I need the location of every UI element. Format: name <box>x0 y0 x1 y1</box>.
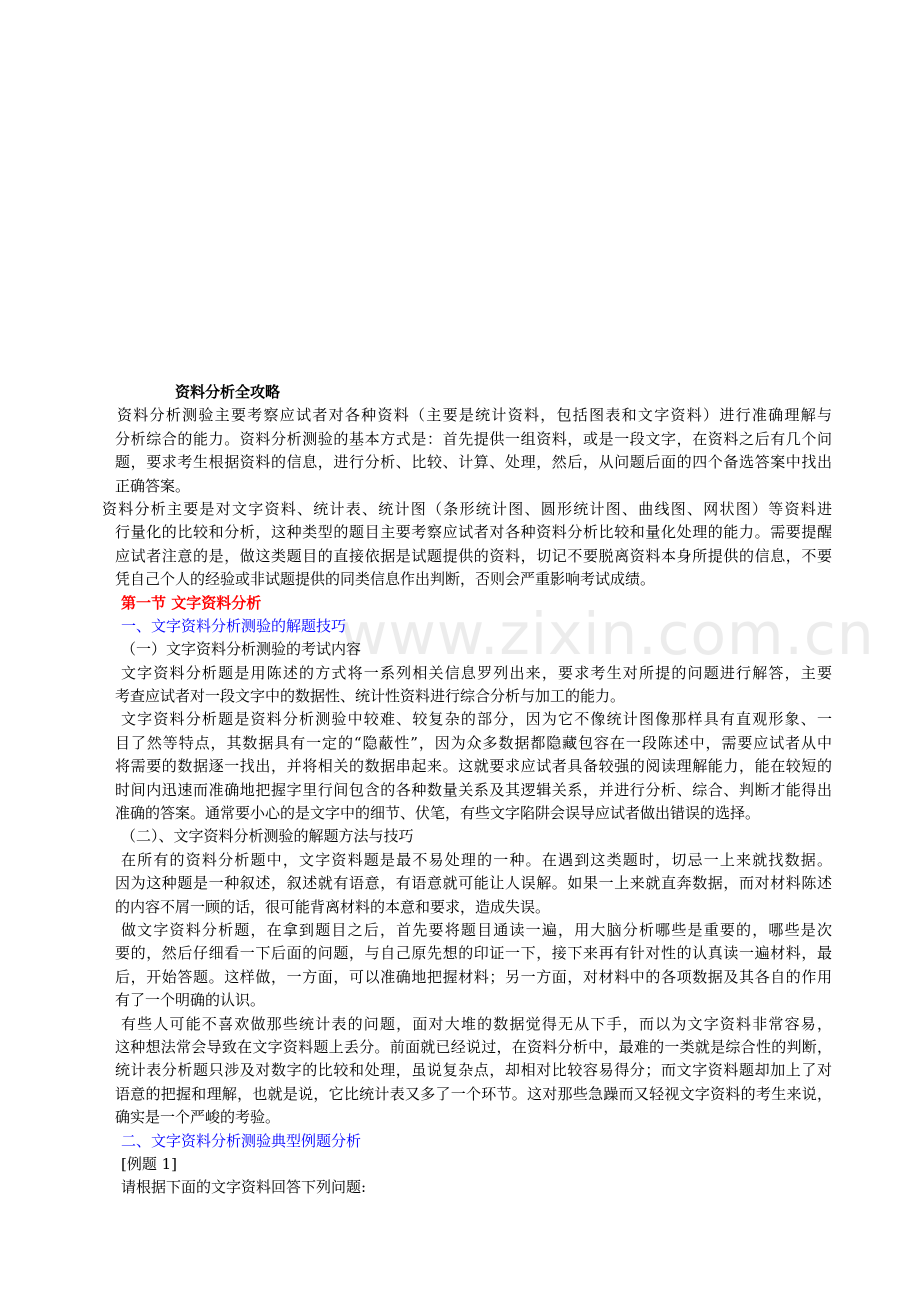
section-heading: 第一节 文字资料分析 <box>121 593 262 612</box>
paragraph-line: 凭自己个人的经验或非试题提供的同类信息作出判断，否则会严重影响考试成绩。 <box>115 570 656 589</box>
paragraph-line: 将需要的数据逐一找出，并将相关的数据串起来。这就要求应试者具备较强的阅读理解能力，能在较短的 <box>115 757 832 776</box>
paragraph-line: 做文字资料分析题，在拿到题目之后，首先要将题目通读一遍，用大脑分析哪些是重要的，哪些是次 <box>121 920 832 939</box>
paragraph-line: 资料分析测验主要考察应试者对各种资料（主要是统计资料，包括图表和文字资料）进行准确理解与 <box>117 406 832 425</box>
paragraph-line: 文字资料分析题是资料分析测验中较难、较复杂的部分，因为它不像统计图像那样具有直观形象、一 <box>121 710 832 729</box>
paragraph-line: 统计表分析题只涉及对数字的比较和处理，虽说复杂点，却相对比较容易得分；而文字资料题却加上了对 <box>115 1061 832 1080</box>
paragraph-line: 时间内迅速而准确地把握字里行间包含的各种数量关系及其逻辑关系，并进行分析、综合、判断才能得出 <box>115 780 832 799</box>
paragraph-line: 有些人可能不喜欢做那些统计表的问题，面对大堆的数据觉得无从下手，而以为文字资料非常容易， <box>121 1014 832 1033</box>
sub-subsection-heading: （一）文字资料分析测验的考试内容 <box>121 640 362 659</box>
paragraph-line: 确实是一个严峻的考验。 <box>115 1108 281 1127</box>
document-title: 资料分析全攻略 <box>175 383 281 401</box>
paragraph-line: 正确答案。 <box>115 476 191 495</box>
paragraph-line: 有了一个明确的认识。 <box>115 991 266 1010</box>
example-label: [例题 1] <box>121 1154 178 1173</box>
paragraph-line: 这种想法常会导致在文字资料题上丢分。前面就已经说过，在资料分析中，最难的一类就是综合性的判断， <box>115 1037 832 1056</box>
paragraph-line: 后，开始答题。这样做，一方面，可以准确地把握材料；另一方面，对材料中的各项数据及其各自的作用 <box>115 967 832 986</box>
paragraph-line: 应试者注意的是，做这类题目的直接依据是试题提供的资料，切记不要脱离资料本身所提供的信息，不要 <box>115 546 832 565</box>
paragraph-line: 目了然等特点，其数据具有一定的“隐蔽性”，因为众多数据都隐藏包容在一段陈述中，需要应试者从中 <box>115 733 832 752</box>
paragraph-line: 文字资料分析题是用陈述的方式将一系列相关信息罗列出来，要求考生对所提的问题进行解答，主要 <box>121 663 832 682</box>
paragraph-line: 的内容不屑一顾的话，很可能背离材料的本意和要求，造成失误。 <box>115 897 551 916</box>
watermark: www.zixin.com.cn <box>340 600 875 668</box>
paragraph-line: 分析综合的能力。资料分析测验的基本方式是：首先提供一组资料，或是一段文字，在资料之后有几个问 <box>115 429 832 448</box>
sub-subsection-heading: （二）、文字资料分析测验的解题方法与技巧 <box>121 827 414 846</box>
paragraph-line: 准确的答案。通常要小心的是文字中的细节、伏笔，有些文字陷阱会误导应试者做出错误的选择。 <box>115 804 761 823</box>
subsection-heading: 一、文字资料分析测验的解题技巧 <box>121 616 347 635</box>
paragraph-line: 在所有的资料分析题中，文字资料题是最不易处理的一种。在遇到这类题时，切忌一上来就找数据。 <box>121 850 832 869</box>
paragraph-line: 请根据下面的文字资料回答下列问题: <box>121 1178 367 1197</box>
paragraph-line: 考查应试者对一段文字中的数据性、统计性资料进行综合分析与加工的能力。 <box>115 687 626 706</box>
paragraph-line: 资料分析主要是对文字资料、统计表、统计图（条形统计图、圆形统计图、曲线图、网状图）等资料进 <box>102 499 832 518</box>
paragraph-line: 行量化的比较和分析，这种类型的题目主要考察应试者对各种资料分析比较和量化处理的能力。需要提醒 <box>115 523 832 542</box>
subsection-heading: 二、文字资料分析测验典型例题分析 <box>121 1131 362 1150</box>
paragraph-line: 因为这种题是一种叙述，叙述就有语意，有语意就可能让人误解。如果一上来就直奔数据，而对材料陈述 <box>115 874 832 893</box>
paragraph-line: 题，要求考生根据资料的信息，进行分析、比较、计算、处理，然后，从问题后面的四个备选答案中找出 <box>115 453 832 472</box>
document-content <box>102 381 832 1200</box>
paragraph-line: 语意的把握和理解，也就是说，它比统计表又多了一个环节。这对那些急躁而又轻视文字资料的考生来说， <box>115 1084 832 1103</box>
paragraph-line: 要的，然后仔细看一下后面的问题，与自己原先想的印证一下，接下来再有针对性的认真读一遍材料，最 <box>115 944 832 963</box>
